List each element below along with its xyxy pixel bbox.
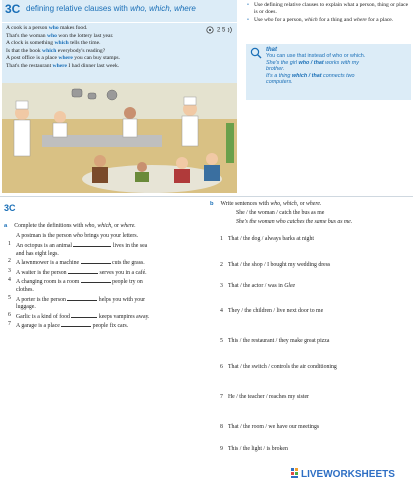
example-line: That's the restaurant where I had dinner last week. bbox=[6, 62, 120, 69]
item-number: 7 bbox=[220, 394, 223, 400]
item-text: lives in the sea bbox=[111, 243, 148, 249]
item-number: 4 bbox=[8, 277, 11, 284]
exercise-b bbox=[210, 200, 410, 227]
item-text: serves you in a café. bbox=[98, 269, 147, 276]
example-line: That's the woman who won the lottery last year. bbox=[6, 32, 114, 39]
definition-item bbox=[4, 312, 204, 322]
item-number: 8 bbox=[220, 424, 223, 430]
sentence-item[interactable] bbox=[220, 446, 288, 452]
item-number: 5 bbox=[220, 338, 223, 344]
item-text: helps you with your bbox=[97, 296, 146, 303]
exercise-a bbox=[4, 222, 204, 331]
item-prompt: This / the restaurant / they make great pizza bbox=[228, 338, 330, 344]
item-prompt: That / the switch / controls the air conditioning bbox=[228, 364, 337, 370]
answer-gap[interactable] bbox=[61, 321, 91, 327]
lesson-panel bbox=[0, 0, 413, 195]
rule-item: • Use defining relative clauses to explain what a person, thing or place is or does. bbox=[246, 2, 411, 16]
sound-waves-icon bbox=[227, 26, 233, 34]
sentence-item[interactable] bbox=[220, 236, 314, 242]
liveworksheets-logo bbox=[290, 466, 413, 480]
definition-item bbox=[4, 258, 204, 268]
answer-gap[interactable] bbox=[68, 268, 98, 274]
item-text: clothes. bbox=[16, 286, 34, 293]
item-number: 6 bbox=[8, 311, 11, 318]
item-text: and has eight legs. bbox=[16, 250, 59, 257]
sentence-item[interactable] bbox=[220, 308, 323, 314]
sentence-item[interactable] bbox=[220, 424, 319, 430]
answer-gap[interactable] bbox=[73, 241, 111, 247]
item-prompt: That / the actor / was in bbox=[228, 283, 285, 289]
item-prompt: He / the teacher / reaches my sister bbox=[228, 394, 309, 400]
kitchen-illustration bbox=[2, 83, 237, 193]
item-text: cuts the grass. bbox=[110, 260, 145, 267]
item-text: keeps vampires away. bbox=[97, 313, 150, 320]
lesson-title: defining relative clauses with who, which, where bbox=[26, 4, 196, 13]
exercise-b-example-answer: She's the woman who catches the same bus as me. bbox=[236, 219, 353, 226]
item-prompt: This / the light / is broken bbox=[228, 446, 288, 452]
item-text: people fix cars. bbox=[91, 323, 129, 330]
item-text: people try on bbox=[110, 279, 143, 286]
section-label: 3C bbox=[4, 203, 16, 213]
tip-line: She's the girl who / that works with my bbox=[266, 59, 359, 66]
answer-gap[interactable] bbox=[81, 258, 111, 264]
svg-text:LIVEWORKSHEETS: LIVEWORKSHEETS bbox=[301, 469, 395, 480]
example-line: A clock is something which tells the time. bbox=[6, 40, 101, 47]
answer-gap[interactable] bbox=[67, 295, 97, 301]
example-line: A post office is a place where you can buy stamps. bbox=[6, 55, 120, 62]
answer-gap[interactable] bbox=[81, 277, 111, 283]
item-prompt: That / the room / we have our meetings bbox=[228, 424, 320, 430]
audio-track[interactable]: 2 5 bbox=[206, 26, 233, 34]
example-line: Is that the book which everybody's reading? bbox=[6, 47, 106, 54]
exercise-b-example-prompt: She / the woman / catch the bus as me bbox=[236, 210, 325, 216]
tip-line: computers. bbox=[266, 79, 293, 86]
item-number: 2 bbox=[220, 262, 223, 268]
item-number: 5 bbox=[8, 294, 11, 301]
sentence-item[interactable] bbox=[220, 262, 330, 268]
answer-gap[interactable] bbox=[71, 312, 97, 318]
item-number: 9 bbox=[220, 446, 223, 452]
definition-item bbox=[4, 241, 204, 258]
magnifier-icon bbox=[250, 47, 262, 59]
item-number: 1 bbox=[220, 236, 223, 242]
exercise-b-instruction: b Write sentences with who, which, or where. bbox=[210, 201, 322, 207]
tip-line: It's a thing which / that connects two bbox=[266, 72, 355, 79]
exercise-a-instruction: a Complete the definitions with who, which, or where. bbox=[4, 223, 136, 229]
item-text: An octopus is an animal bbox=[16, 243, 74, 249]
item-prompt-italic: Glee bbox=[284, 283, 296, 289]
item-text: A porter is the person bbox=[16, 296, 68, 303]
sentence-item[interactable] bbox=[220, 283, 295, 289]
tip-box bbox=[246, 44, 411, 100]
definition-item bbox=[4, 295, 204, 312]
section-divider bbox=[0, 196, 413, 197]
lesson-number: 3C bbox=[5, 2, 21, 16]
item-number: 4 bbox=[220, 308, 223, 314]
item-number: 6 bbox=[220, 364, 223, 370]
sentence-item[interactable] bbox=[220, 364, 337, 370]
item-prompt: They / the children / live next door to me bbox=[228, 308, 324, 314]
item-prompt: That / the dog / always barks at night bbox=[228, 236, 314, 242]
sentence-item[interactable] bbox=[220, 338, 329, 344]
tip-title: that bbox=[266, 47, 277, 53]
rule-item: • Use who for a person, which for a thing and where for a place. bbox=[246, 17, 411, 24]
lesson-header bbox=[2, 0, 237, 22]
grammar-rules bbox=[246, 2, 411, 24]
definition-item bbox=[4, 277, 204, 294]
item-number: 2 bbox=[8, 258, 11, 265]
audio-icon bbox=[206, 26, 215, 34]
item-number: 7 bbox=[8, 321, 11, 328]
item-number: 3 bbox=[8, 267, 11, 274]
definition-item bbox=[4, 268, 204, 278]
tip-line: You can use that instead of who or which. bbox=[266, 53, 366, 59]
item-text: A changing room is a room bbox=[16, 279, 81, 286]
item-prompt: That / the shop / I bought my wedding dress bbox=[228, 262, 331, 268]
exercise-a-example: A postman is the person who brings you your letters. bbox=[16, 233, 139, 239]
item-text: Garlic is a kind of food bbox=[16, 313, 72, 320]
exercise-a-items bbox=[4, 241, 204, 331]
definition-item bbox=[4, 321, 204, 331]
example-line: A cook is a person who makes food. bbox=[6, 25, 88, 31]
item-text: A garage is a place bbox=[16, 323, 62, 330]
item-text: A lawnmower is a machine bbox=[16, 260, 81, 267]
item-number: 3 bbox=[220, 283, 223, 289]
item-text: A waiter is the person bbox=[16, 269, 68, 276]
sentence-item[interactable] bbox=[220, 394, 309, 400]
tip-line: brother. bbox=[266, 66, 285, 73]
item-text: luggage. bbox=[16, 304, 36, 311]
grammar-examples-box bbox=[2, 23, 237, 83]
item-number: 1 bbox=[8, 241, 11, 247]
